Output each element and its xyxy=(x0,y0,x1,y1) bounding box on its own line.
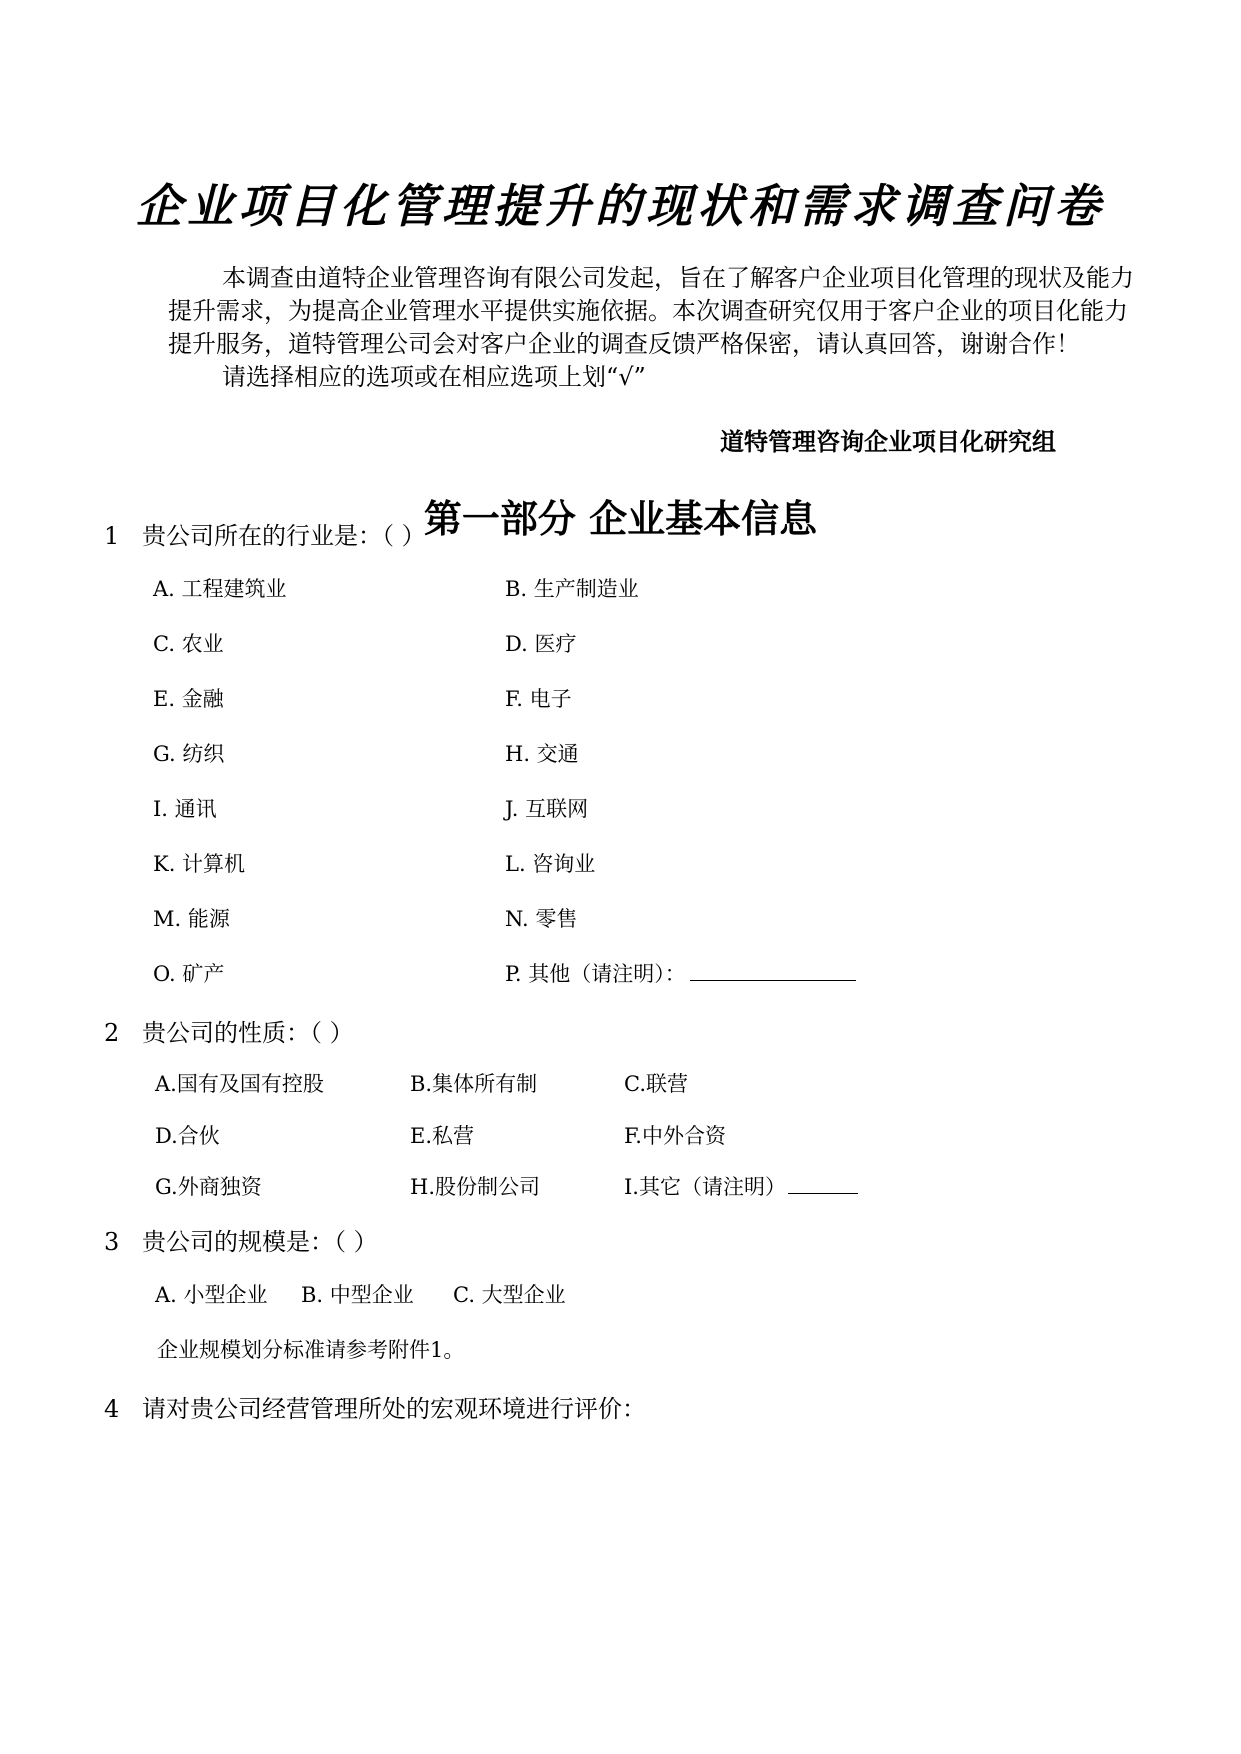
q1-option-f[interactable]: F. 电子 xyxy=(505,687,572,711)
question-text: 贵公司的性质：（ ） xyxy=(142,1019,354,1047)
q2-option-b[interactable]: B.集体所有制 xyxy=(410,1072,538,1096)
q1-option-g[interactable]: G. 纺织 xyxy=(153,742,225,766)
q2-other-blank[interactable] xyxy=(788,1175,858,1194)
q1-option-d[interactable]: D. 医疗 xyxy=(505,632,577,656)
q1-option-a[interactable]: A. 工程建筑业 xyxy=(153,577,287,601)
q1-option-b[interactable]: B. 生产制造业 xyxy=(505,577,639,601)
q2-option-i-label: I.其它（请注明） xyxy=(624,1175,786,1199)
section-heading: 第一部分 企业基本信息 xyxy=(423,496,818,541)
question-number: 3 xyxy=(104,1228,120,1256)
intro-paragraph: 本调查由道特企业管理咨询有限公司发起，旨在了解客户企业项目化管理的现状及能力提升需求，为提高企业管理水平提供实施依据。本次调查研究仅用于客户企业的项目化能力提升服务，道特管理公司会对客户企业的调查反馈严格保密，请认真回答，谢谢合作！ xyxy=(168,264,1134,358)
q1-option-k[interactable]: K. 计算机 xyxy=(153,852,246,876)
q2-option-c[interactable]: C.联营 xyxy=(624,1072,688,1096)
q2-option-f[interactable]: F.中外合资 xyxy=(624,1124,726,1148)
question-number: 1 xyxy=(104,522,120,550)
instruction-paragraph: 请选择相应的选项或在相应选项上划“√” xyxy=(222,363,646,391)
q2-option-g[interactable]: G.外商独资 xyxy=(155,1175,262,1199)
question-4 xyxy=(104,1389,646,1424)
q1-option-o[interactable]: O. 矿产 xyxy=(153,962,225,986)
question-number: 2 xyxy=(104,1019,120,1047)
q1-other-blank[interactable] xyxy=(690,962,856,981)
question-text: 贵公司所在的行业是：（ ） xyxy=(142,522,426,550)
intro-block xyxy=(168,262,1140,394)
q1-option-c[interactable]: C. 农业 xyxy=(153,632,224,656)
q1-option-l[interactable]: L. 咨询业 xyxy=(505,852,596,876)
q2-option-e[interactable]: E.私营 xyxy=(410,1124,475,1148)
q1-option-m[interactable]: M. 能源 xyxy=(153,907,230,931)
question-2 xyxy=(104,1013,354,1048)
q2-option-d[interactable]: D.合伙 xyxy=(155,1124,220,1148)
q3-option-c[interactable]: C. 大型企业 xyxy=(453,1283,566,1307)
signature-text: 道特管理咨询企业项目化研究组 xyxy=(720,427,1056,456)
q2-option-i[interactable] xyxy=(624,1171,858,1201)
q1-option-j[interactable]: J. 互联网 xyxy=(505,797,589,821)
question-text: 请对贵公司经营管理所处的宏观环境进行评价： xyxy=(142,1395,646,1423)
question-1 xyxy=(104,516,426,551)
q1-option-p[interactable] xyxy=(505,958,856,988)
q2-option-a[interactable]: A.国有及国有控股 xyxy=(155,1072,324,1096)
q1-option-p-label: P. 其他（请注明）： xyxy=(505,962,686,986)
document-title: 企业项目化管理提升的现状和需求调查问卷 xyxy=(136,179,1105,233)
q3-option-b[interactable]: B. 中型企业 xyxy=(301,1283,414,1307)
question-3 xyxy=(104,1222,378,1257)
q1-option-e[interactable]: E. 金融 xyxy=(153,687,224,711)
q1-option-h[interactable]: H. 交通 xyxy=(505,742,579,766)
signature-line-clipped xyxy=(720,427,1140,456)
q3-note: 企业规模划分标准请参考附件1。 xyxy=(157,1338,465,1362)
question-number: 4 xyxy=(104,1395,120,1423)
question-text: 贵公司的规模是：（ ） xyxy=(142,1228,378,1256)
q3-option-a[interactable]: A. 小型企业 xyxy=(155,1283,268,1307)
q1-option-i[interactable]: I. 通讯 xyxy=(153,797,217,821)
q2-option-h[interactable]: H.股份制公司 xyxy=(410,1175,540,1199)
q1-option-n[interactable]: N. 零售 xyxy=(505,907,578,931)
